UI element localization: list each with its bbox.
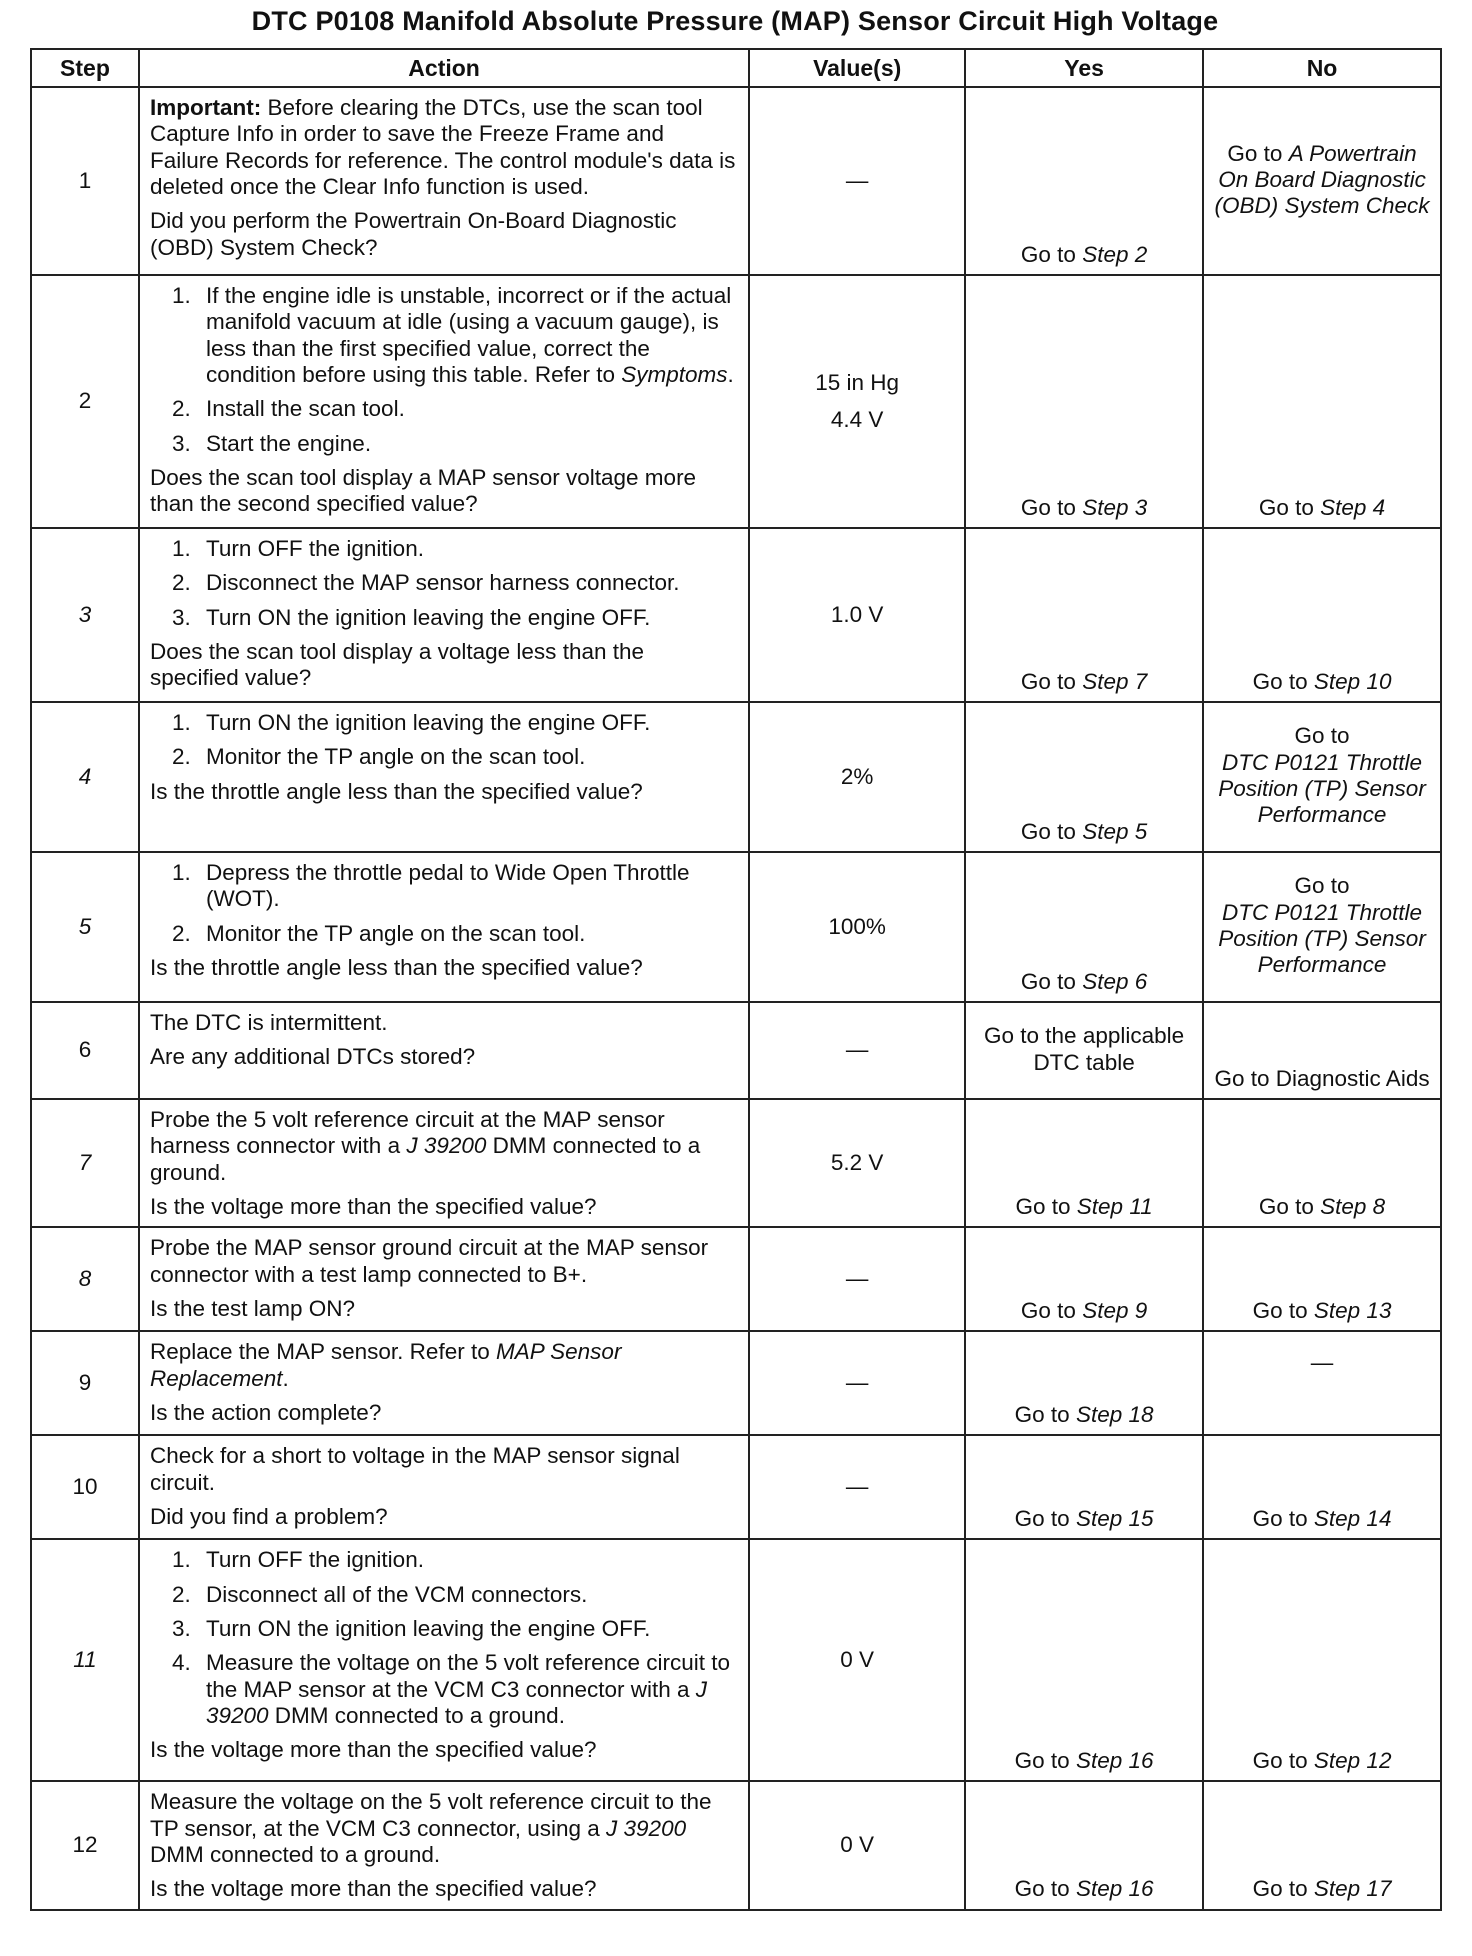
question-text: Is the test lamp ON? [149,1295,356,1321]
table-row [31,1331,1441,1435]
action-text: Replace the MAP sensor. Refer to [149,1339,496,1365]
step-number: 7 [31,1099,139,1227]
list-item [150,283,738,388]
action-text: Probe the 5 volt reference circuit at the MAP sensor harness connector with a [149,1107,665,1159]
action-text-end: DMM connected to a ground. [149,1133,701,1185]
question-text: Is the throttle angle less than the specified value? [149,778,643,804]
action-text-end: . [282,1365,289,1391]
table-row [31,87,1441,275]
no-ref-link[interactable]: Step 14 [1313,1505,1392,1531]
yes-ref-link[interactable]: Step 2 [1082,241,1148,267]
no-text: Go to Diagnostic Aids [1214,1065,1430,1091]
action-cell [139,528,749,702]
table-row [31,852,1441,1002]
value-vacuum: 15 in Hg [815,370,900,396]
question-text: Did you find a problem? [149,1503,388,1529]
item-number: 3. [171,430,191,456]
no-cell [1203,1002,1441,1099]
no-ref-link[interactable]: Step 12 [1313,1747,1392,1773]
item-text: Turn OFF the ignition. [205,536,424,561]
yes-ref-link[interactable]: Step 9 [1082,1297,1148,1323]
yes-cell [965,1331,1203,1435]
action-text: Measure the voltage on the 5 volt reference circuit to the TP sensor, at the VCM C3 connector, using a [149,1789,712,1841]
action-cell [139,275,749,528]
item-text-end: DMM connected to a ground. [268,1702,565,1728]
list-item [150,1547,738,1573]
step-number: 4 [31,702,139,852]
no-ref-link[interactable]: DTC P0121 Throttle Position (TP) Sensor Performance [1218,749,1426,828]
item-text: Install the scan tool. [205,396,405,422]
step-number: 1 [31,87,139,275]
yes-cell [965,87,1203,275]
action-text: The DTC is intermittent. [149,1010,388,1035]
step-number: 6 [31,1002,139,1099]
yes-cell [965,702,1203,852]
yes-ref-link[interactable]: Step 16 [1075,1876,1154,1902]
item-text: Disconnect the MAP sensor harness connector. [205,570,680,596]
no-ref-link[interactable]: Step 10 [1313,668,1392,694]
yes-text: Go to the applicable DTC table [984,1023,1185,1075]
table-row [31,1435,1441,1539]
step-number: 8 [31,1227,139,1331]
value-cell: 1.0 V [749,528,965,702]
yes-ref-link[interactable]: Step 15 [1075,1505,1154,1531]
no-cell [1203,1331,1441,1435]
yes-ref-link[interactable]: Step 7 [1082,668,1148,694]
value-cell [749,275,965,528]
action-cell [139,1435,749,1539]
item-text: Start the engine. [205,430,372,456]
no-prefix: Go to [1294,873,1350,899]
replacement-ref[interactable]: MAP Sensor Replacement [149,1339,622,1391]
no-prefix: Go to [1252,1747,1314,1773]
header-no: No [1203,49,1441,87]
item-number: 1. [171,710,191,735]
list-item [150,396,738,422]
table-row [31,528,1441,702]
value-cell: — [749,1227,965,1331]
item-number: 2. [171,396,191,422]
page-title: DTC P0108 Manifold Absolute Pressure (MAP) Sensor Circuit High Voltage [251,6,1219,36]
table-row [31,1227,1441,1331]
yes-cell [965,852,1203,1002]
table-row [31,1002,1441,1099]
step-number: 2 [31,275,139,528]
tool-ref: J 39200 [205,1676,708,1728]
item-text: Disconnect all of the VCM connectors. [205,1581,588,1607]
yes-cell [965,1002,1203,1099]
item-text: Measure the voltage on the 5 volt reference circuit to the MAP sensor at the VCM C3 connector with a [205,1650,730,1702]
step-number: 10 [31,1435,139,1539]
step-number: 5 [31,852,139,1002]
no-cell [1203,852,1441,1002]
step-number: 11 [31,1539,139,1781]
no-ref-link[interactable]: Step 4 [1320,494,1386,520]
no-cell [1203,702,1441,852]
value-cell: — [749,1002,965,1099]
table-header-row [31,49,1441,87]
question-text: Does the scan tool display a voltage less than the specified value? [149,638,645,691]
no-ref-link[interactable]: Step 17 [1313,1876,1392,1902]
list-item [150,570,738,596]
yes-prefix: Go to [1020,241,1083,267]
item-text: Turn ON the ignition leaving the engine OFF. [205,710,651,735]
yes-cell [965,1781,1203,1909]
value-cell: — [749,1435,965,1539]
action-cell [139,702,749,852]
yes-cell [965,275,1203,528]
yes-prefix: Go to [1020,668,1083,694]
header-values: Value(s) [749,49,965,87]
no-cell [1203,1539,1441,1781]
action-cell [139,1099,749,1227]
yes-ref-link[interactable]: Step 18 [1075,1401,1154,1427]
yes-prefix: Go to [1015,1193,1077,1219]
no-text: — [1310,1350,1334,1376]
yes-prefix: Go to [1020,494,1083,520]
yes-prefix: Go to [1020,968,1083,994]
table-row [31,1099,1441,1227]
no-cell [1203,528,1441,702]
no-prefix: Go to [1294,723,1350,749]
action-text: Check for a short to voltage in the MAP sensor signal circuit. [149,1443,680,1495]
yes-cell [965,1539,1203,1781]
list-item [150,431,738,457]
no-prefix: Go to [1252,1505,1314,1531]
question-text: Is the voltage more than the specified value? [149,1193,597,1219]
yes-ref-link[interactable]: Step 11 [1076,1193,1153,1219]
item-text: Monitor the TP angle on the scan tool. [205,744,586,770]
yes-cell [965,1227,1203,1331]
item-number: 2. [171,920,191,946]
no-prefix: Go to [1252,1876,1314,1902]
no-prefix: Go to [1252,668,1314,694]
yes-ref-link[interactable]: Step 6 [1082,968,1148,994]
item-text: Monitor the TP angle on the scan tool. [205,920,586,946]
table-row [31,1781,1441,1909]
item-text: Turn ON the ignition leaving the engine OFF. [205,604,651,630]
item-text: Depress the throttle pedal to Wide Open Throttle (WOT). [205,860,690,912]
table-row [31,702,1441,852]
no-cell [1203,1227,1441,1331]
table-row [31,1539,1441,1781]
no-cell [1203,1099,1441,1227]
value-cell: 0 V [749,1539,965,1781]
yes-ref-link[interactable]: Step 16 [1075,1747,1154,1773]
no-ref-link[interactable]: A Powertrain On Board Diagnostic (OBD) System Check [1214,140,1430,219]
list-item [150,536,738,562]
value-cell: — [749,1331,965,1435]
question-text: Is the throttle angle less than the specified value? [149,954,643,980]
value-cell: 0 V [749,1781,965,1909]
list-item [150,1650,738,1729]
symptoms-ref[interactable]: Symptoms [621,361,728,387]
important-text: Before clearing the DTCs, use the scan tool Capture Info in order to save the Freeze Frame and Failure Records for reference. The control module's data is deleted once the Clear Info function is used. [149,95,736,199]
yes-prefix: Go to [1014,1401,1076,1427]
no-cell [1203,87,1441,275]
question-text: Is the voltage more than the specified value? [149,1876,597,1902]
item-text: If the engine idle is unstable, incorrect or if the actual manifold vacuum at idle (using a vacuum gauge), is less than the first specified value, correct the condition before using this table. Refer to [205,283,732,387]
value-cell: 100% [749,852,965,1002]
list-item [150,921,738,947]
action-cell [139,1781,749,1909]
step-number: 9 [31,1331,139,1435]
action-cell [139,1227,749,1331]
no-prefix: Go to [1252,1297,1314,1323]
list-item [150,1616,738,1642]
no-cell [1203,1781,1441,1909]
item-number: 1. [171,860,191,885]
item-number: 2. [171,744,191,770]
action-cell [139,852,749,1002]
header-step: Step [31,49,139,87]
question-text: Is the voltage more than the specified value? [149,1737,597,1763]
header-yes: Yes [965,49,1203,87]
question-text: Does the scan tool display a MAP sensor voltage more than the second specified value? [149,464,697,517]
item-text: Turn ON the ignition leaving the engine OFF. [205,1615,651,1641]
action-cell [139,1539,749,1781]
step-number: 12 [31,1781,139,1909]
yes-cell [965,528,1203,702]
no-ref-link[interactable]: Step 13 [1313,1297,1392,1323]
important-label: Important: [149,95,262,120]
item-text: Turn OFF the ignition. [205,1547,424,1573]
item-number: 4. [171,1650,191,1676]
yes-prefix: Go to [1014,1876,1076,1902]
tool-ref: J 39200 [606,1815,687,1841]
no-cell [1203,1435,1441,1539]
no-cell [1203,275,1441,528]
no-prefix: Go to [1227,140,1289,166]
item-number: 1. [171,1547,191,1573]
value-cell: 5.2 V [749,1099,965,1227]
yes-cell [965,1099,1203,1227]
action-cell [139,1331,749,1435]
item-number: 3. [171,604,191,630]
item-number: 1. [171,536,191,561]
action-cell [139,1002,749,1099]
value-cell: 2% [749,702,965,852]
list-item [150,1582,738,1608]
no-prefix: Go to [1258,1193,1321,1219]
tool-ref: J 39200 [406,1133,487,1159]
yes-prefix: Go to [1020,1297,1083,1323]
list-item [150,860,738,913]
yes-prefix: Go to [1014,1747,1076,1773]
value-voltage: 4.4 V [830,406,884,432]
action-text-end: DMM connected to a ground. [149,1841,441,1867]
yes-prefix: Go to [1014,1505,1076,1531]
action-cell [139,87,749,275]
item-number: 2. [171,570,191,596]
diagnostic-table [30,48,1442,1911]
list-item [150,744,738,770]
value-cell: — [749,87,965,275]
no-prefix: Go to [1258,494,1321,520]
item-number: 3. [171,1615,191,1641]
question-text: Are any additional DTCs stored? [149,1044,476,1070]
step-number: 3 [31,528,139,702]
yes-cell [965,1435,1203,1539]
yes-ref-link[interactable]: Step 3 [1082,494,1148,520]
header-action: Action [139,49,749,87]
question-text: Did you perform the Powertrain On-Board Diagnostic (OBD) System Check? [149,208,677,260]
item-number: 2. [171,1581,191,1607]
item-number: 1. [171,283,191,308]
item-text-end: . [727,361,734,387]
table-row [31,275,1441,528]
no-ref-link[interactable]: Step 8 [1320,1193,1386,1219]
yes-prefix: Go to [1020,818,1083,844]
action-text: Probe the MAP sensor ground circuit at the MAP sensor connector with a test lamp connected to B+. [149,1235,709,1287]
yes-ref-link[interactable]: Step 5 [1082,818,1148,844]
list-item [150,605,738,631]
no-ref-link[interactable]: DTC P0121 Throttle Position (TP) Sensor Performance [1218,899,1426,978]
question-text: Is the action complete? [149,1399,382,1425]
list-item [150,710,738,736]
